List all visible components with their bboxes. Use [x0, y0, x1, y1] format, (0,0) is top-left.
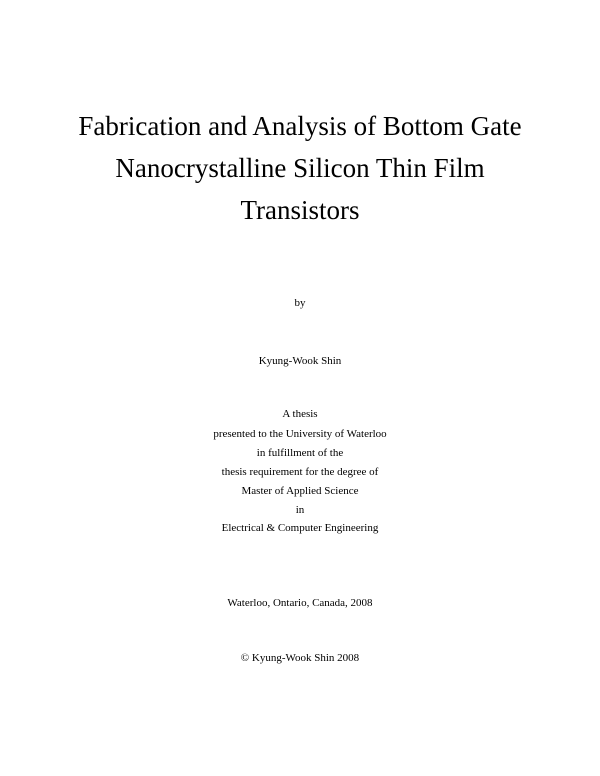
- statement-line-3: in fulfillment of the: [256, 447, 344, 459]
- statement-line-5: Master of Applied Science: [241, 485, 359, 497]
- statement-line-6: in: [295, 504, 305, 516]
- thesis-title-line-3: Transistors: [240, 195, 360, 225]
- copyright-notice: © Kyung-Wook Shin 2008: [240, 652, 360, 664]
- by-label: by: [294, 297, 306, 309]
- thesis-title: [0, 105, 600, 231]
- statement-line-2: presented to the University of Waterloo: [213, 428, 387, 440]
- thesis-title-line-2: Nanocrystalline Silicon Thin Film: [115, 153, 485, 183]
- statement-line-7: Electrical & Computer Engineering: [221, 522, 379, 534]
- location-year: Waterloo, Ontario, Canada, 2008: [227, 597, 373, 609]
- statement-line-4: thesis requirement for the degree of: [221, 466, 379, 478]
- statement-line-1: A thesis: [282, 408, 318, 420]
- author-name: Kyung-Wook Shin: [258, 355, 342, 367]
- thesis-title-line-1: Fabrication and Analysis of Bottom Gate: [78, 111, 522, 141]
